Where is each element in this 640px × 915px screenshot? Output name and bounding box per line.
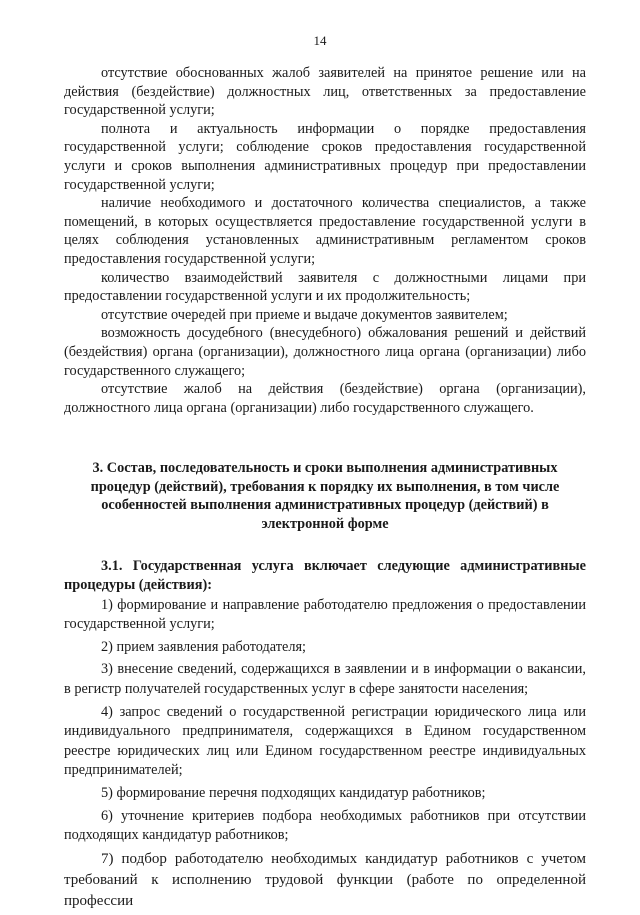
procedure-item: 5) формирование перечня подходящих кандидатур работников; bbox=[101, 785, 486, 801]
criterion-paragraph: отсутствие жалоб на действия (бездействие) органа (организации), должностного лица органа (организации) либо государственного служащего. bbox=[64, 381, 586, 416]
criterion-paragraph: отсутствие обоснованных жалоб заявителей на принятое решение или на действия (бездействие) должностных лиц, ответственных за предоставление государственной услуги; bbox=[64, 65, 586, 119]
procedure-item: 6) уточнение критериев подбора необходимых работников при отсутствии подходящих кандидатур работников; bbox=[64, 807, 586, 844]
procedure-item: 1) формирование и направление работодателю предложения о предоставлении государственной услуги; bbox=[64, 596, 586, 633]
criterion-paragraph: количество взаимодействий заявителя с должностными лицами при предоставлении государственной услуги и их продолжительность; bbox=[64, 269, 586, 305]
procedure-item: 4) запрос сведений о государственной регистрации юридического лица или индивидуального предпринимателя, содержащихся в Едином государственном реестре юридических лиц или Едином государственном реестре индивидуальных предпринимателей; bbox=[64, 703, 586, 779]
procedure-item: 2) прием заявления работодателя; bbox=[101, 638, 307, 655]
document-body bbox=[64, 64, 586, 915]
criterion-paragraph: отсутствие очередей при приеме и выдаче документов заявителем; bbox=[101, 306, 508, 323]
criterion-paragraph: возможность досудебного (внесудебного) обжалования решений и действий (бездействия) органа (организации), должностного лица органа (организации) либо государственного служащего; bbox=[64, 325, 586, 379]
criterion-paragraph: полнота и актуальность информации о порядке предоставления государственной услуги; соблюдение сроков предоставления государственной услуги и сроков выполнения административных процедур при предоставлении государственной услуги; bbox=[64, 120, 586, 193]
page-number: 14 bbox=[313, 33, 327, 48]
subsection-heading: 3.1. Государственная услуга включает следующие административные процедуры (действия): bbox=[64, 557, 586, 594]
criterion-paragraph: наличие необходимого и достаточного количества специалистов, а также помещений, в которых осуществляется предоставление государственной услуги в целях соблюдения установленных административным регламентом сроков предоставления государственной услуги; bbox=[64, 195, 586, 267]
procedure-item: 3) внесение сведений, содержащихся в заявлении и в информации о вакансии, в регистр получателей государственных услуг в сфере занятости населения; bbox=[64, 661, 586, 698]
section-heading: 3. Состав, последовательность и сроки выполнения административных процедур (действий), требования к порядку их выполнения, в том числе особенностей выполнения административных процедур (действий) в электронной форме bbox=[90, 460, 560, 533]
procedure-item: 7) подбор работодателю необходимых кандидатур работников с учетом требований к исполнению трудовой функции (работе по определенной профессии bbox=[64, 850, 586, 909]
